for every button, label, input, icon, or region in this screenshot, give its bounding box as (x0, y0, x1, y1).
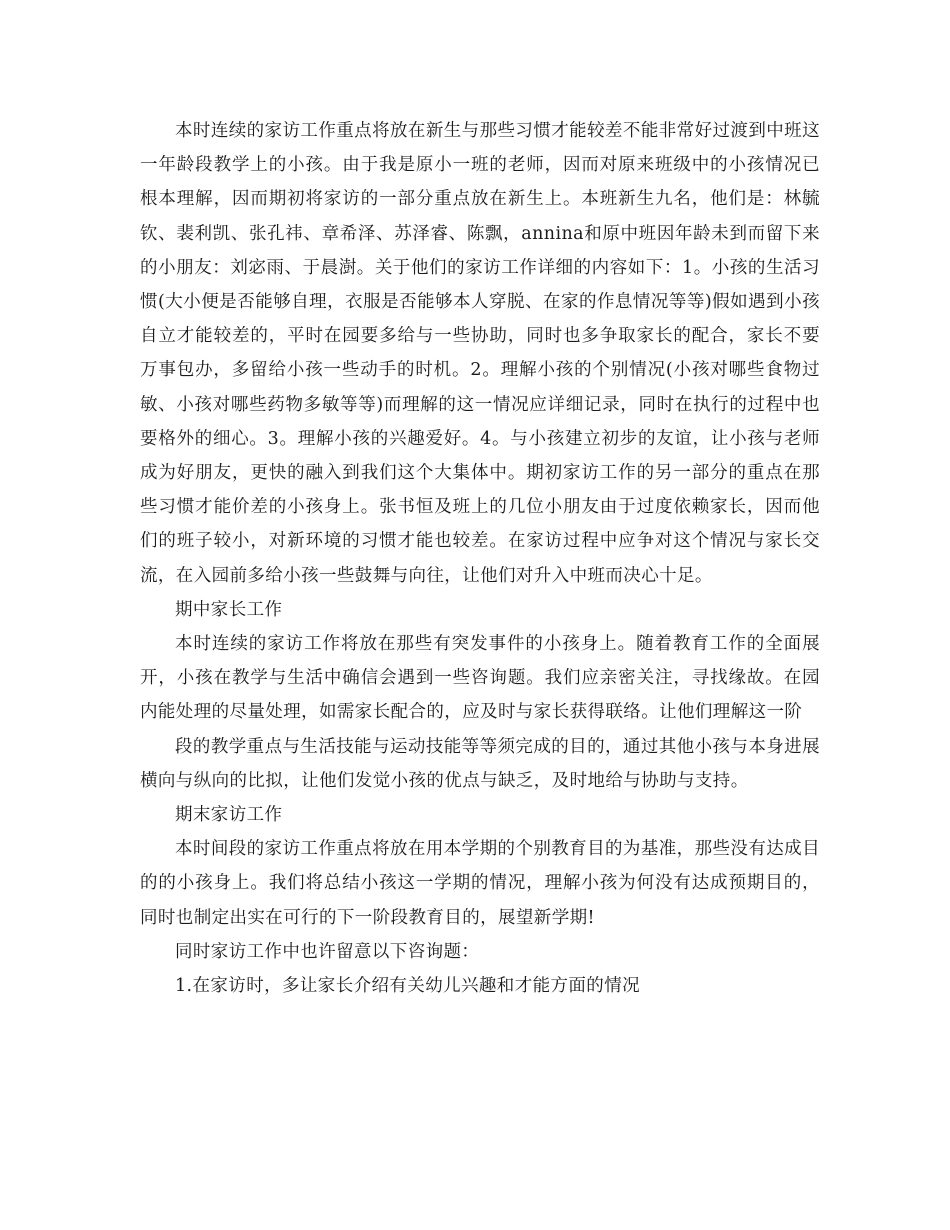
paragraph-notes-intro: 同时家访工作中也许留意以下咨询题： (175, 941, 480, 962)
document-body (140, 114, 820, 1003)
paragraph-midterm-work: 本时连续的家访工作将放在那些有突发事件的小孩身上。随着教育工作的全面展开，小孩在教学与生活中确信会遇到一些咨询题。我们应亲密关注，寻找缘故。在园内能处理的尽量处理，如需家长配合的，应及时与家长获得联络。让他们理解这一阶 (140, 634, 820, 723)
heading-midterm-parent-work: 期中家长工作 (175, 599, 283, 620)
paragraph-final-work: 本时间段的家访工作重点将放在用本学期的个别教育目的为基准，那些没有达成目的的小孩身上。我们将总结小孩这一学期的情况，理解小孩为何没有达成预期目的，同时也制定出实在可行的下一阶段教育目的，展望新学期! (140, 839, 820, 928)
paragraph-home-visit-intro: 本时连续的家访工作重点将放在新生与那些习惯才能较差不能非常好过渡到中班这一年龄段教学上的小孩。由于我是原小一班的老师，因而对原来班级中的小孩情况已根本理解，因而期初将家访的一部分重点放在新生上。本班新生九名，他们是：林毓钦、裴利凯、张孔祎、章希泽、苏泽睿、陈飘，annina和原中班因年龄未到而留下来的小朋友：刘宓雨、于晨澍。关于他们的家访工作详细的内容如下：1。小孩的生活习惯(大小便是否能够自理，衣服是否能够本人穿脱、在家的作息情况等等)假如遇到小孩自立才能较差的，平时在园要多给与一些协助，同时也多争取家长的配合，家长不要万事包办，多留给小孩一些动手的时机。2。理解小孩的个别情况(小孩对哪些食物过敏、小孩对哪些药物多敏等等)而理解的这一情况应详细记录，同时在执行的过程中也要格外的细心。3。理解小孩的兴趣爱好。4。与小孩建立初步的友谊，让小孩与老师成为好朋友，更快的融入到我们这个大集体中。期初家访工作的另一部分的重点在那些习惯才能价差的小孩身上。张书恒及班上的几位小朋友由于过度依赖家长，因而他们的班子较小，对新环境的习惯才能也较差。在家访过程中应争对这个情况与家长交流，在入园前多给小孩一些鼓舞与向往，让他们对升入中班而决心十足。 (140, 121, 820, 586)
heading-final-home-visit: 期末家访工作 (175, 805, 283, 826)
paragraph-midterm-continued: 段的教学重点与生活技能与运动技能等等须完成的目的，通过其他小孩与本身进展横向与纵向的比拟，让他们发觉小孩的优点与缺乏，及时地给与协助与支持。 (140, 736, 820, 791)
list-item-1: 1.在家访时，多让家长介绍有关幼儿兴趣和才能方面的情况 (175, 976, 640, 997)
